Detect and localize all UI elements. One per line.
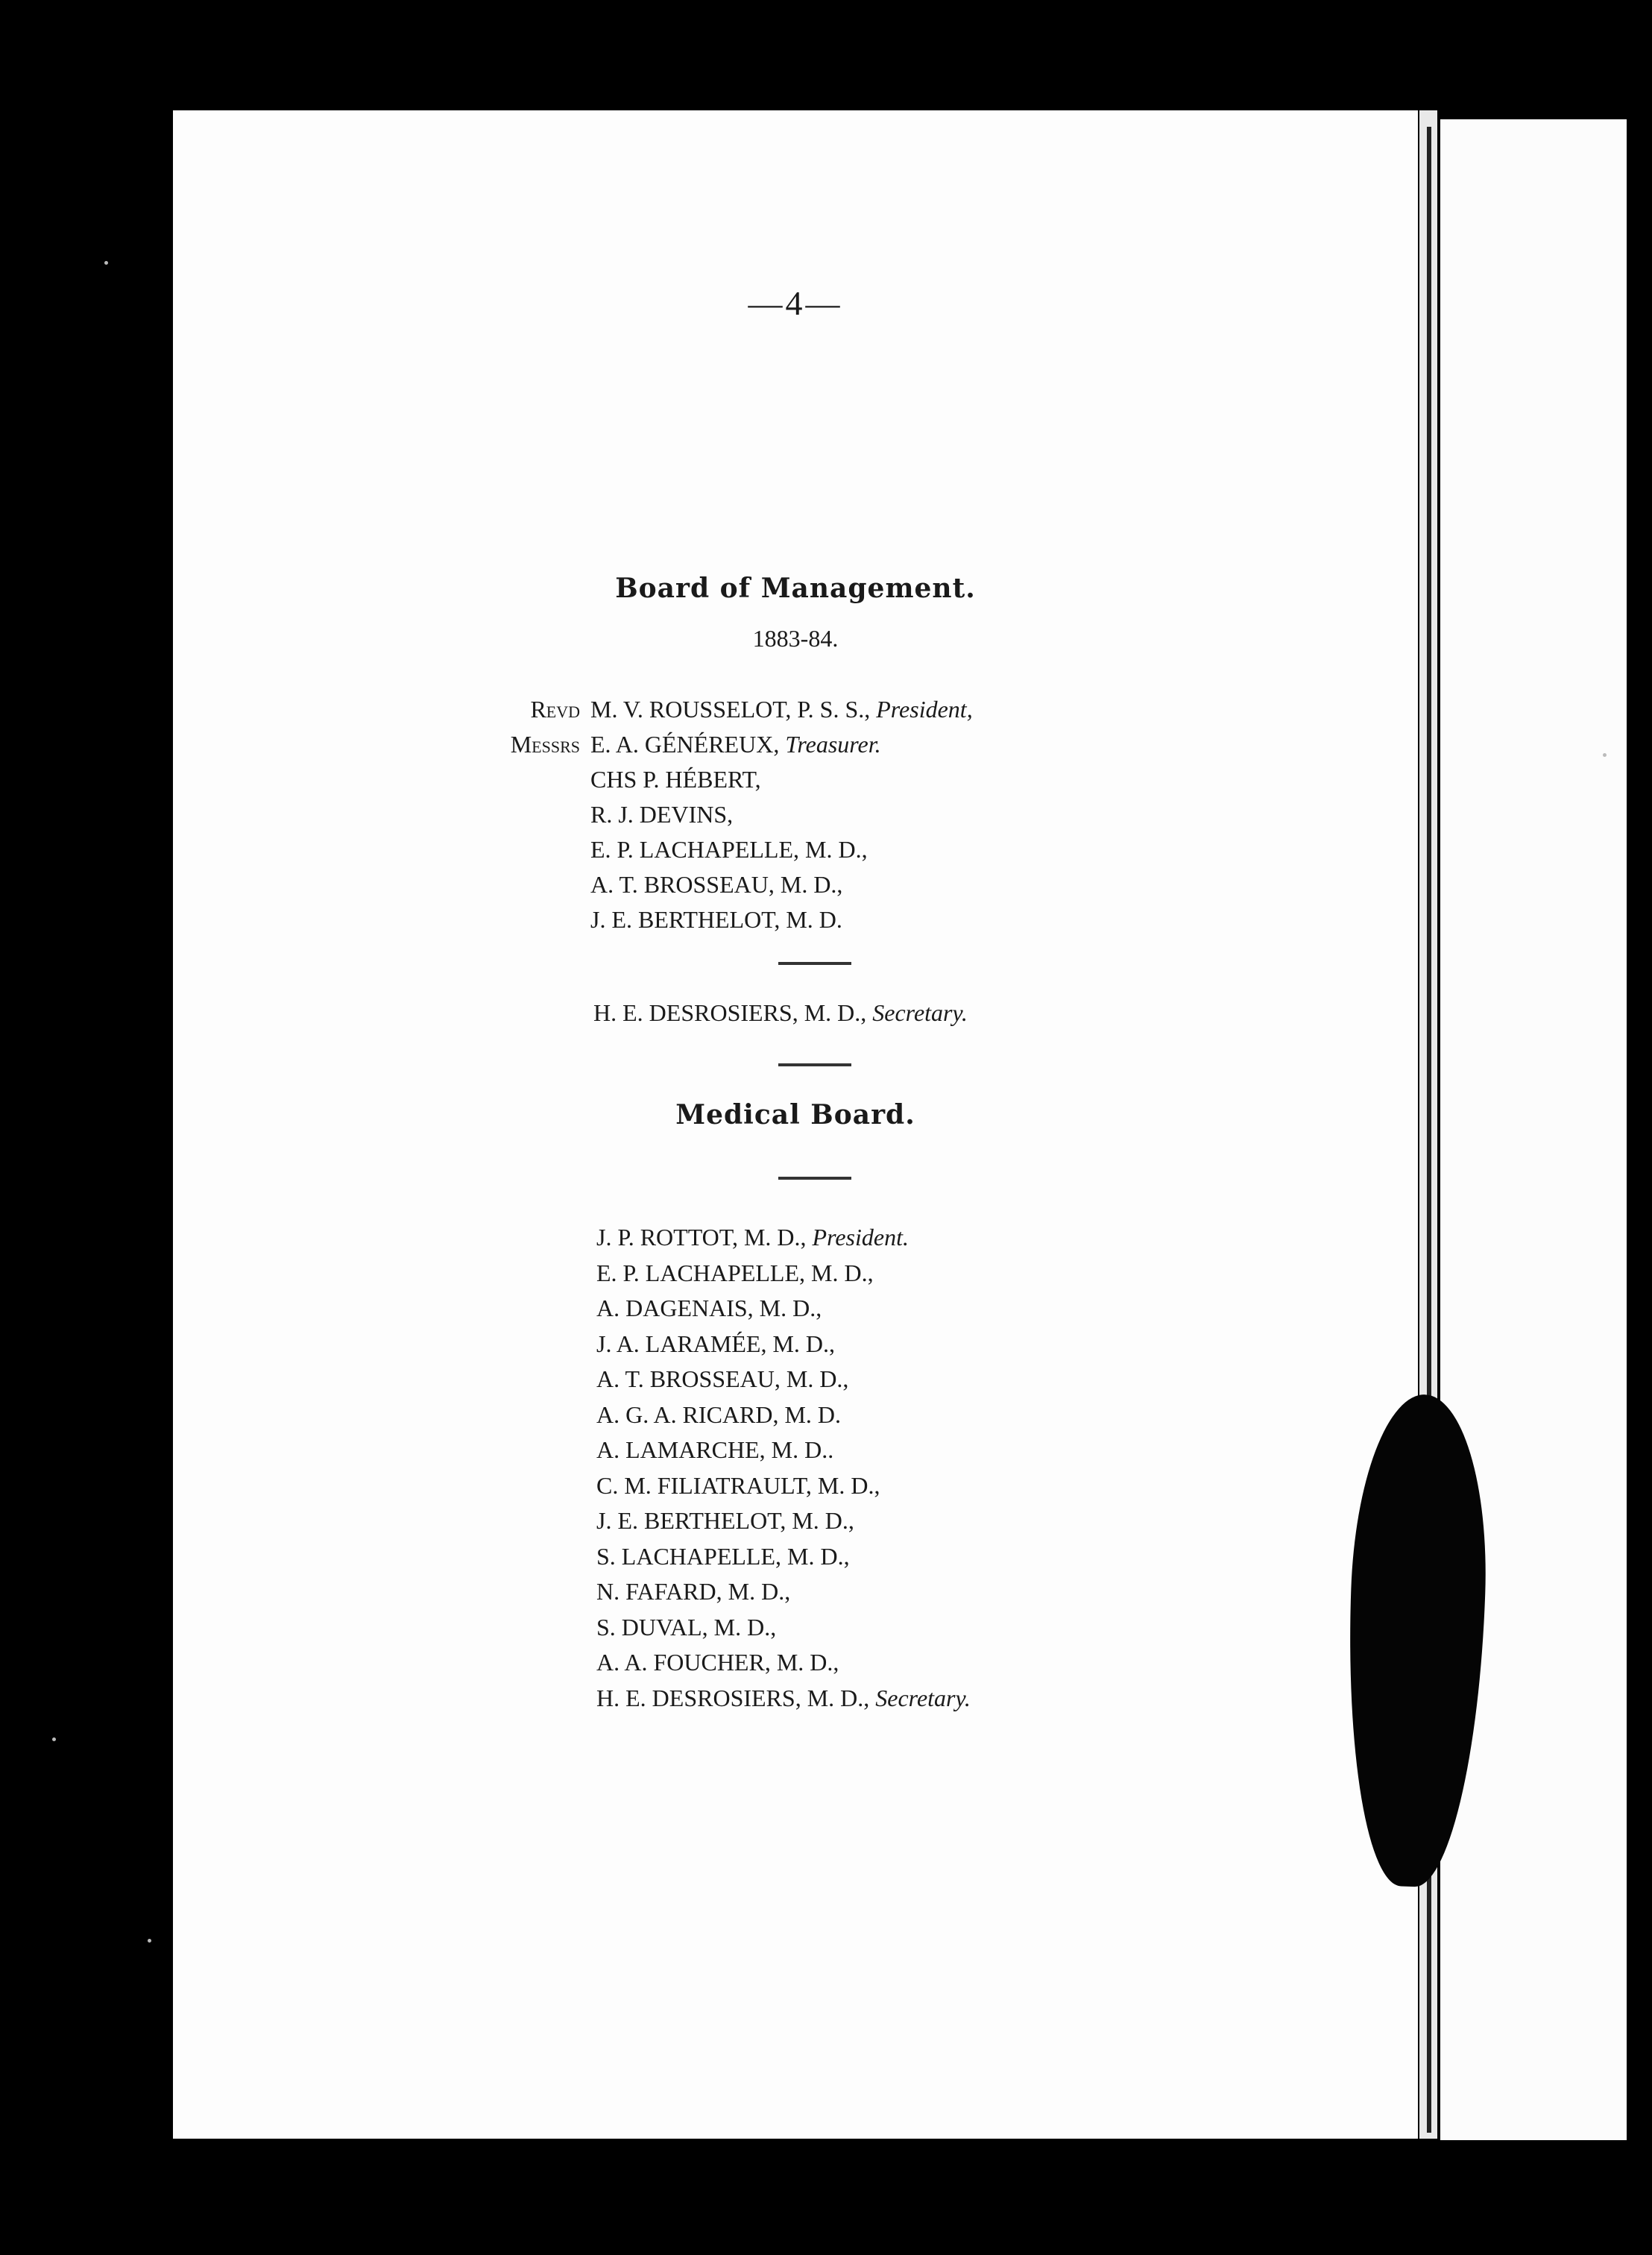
management-member-list [510, 692, 1336, 937]
medical-member [596, 1468, 1342, 1504]
member-name: J. A. LARAMÉE, M. D., [596, 1330, 836, 1357]
secretary-name: H. E. DESROSIERS, M. D., [593, 999, 873, 1026]
dust-speck [52, 1737, 56, 1741]
dust-speck [104, 261, 108, 265]
section-divider [778, 962, 851, 965]
facing-page-edge [1440, 119, 1627, 2140]
member-role: Treasurer. [785, 731, 881, 758]
secretary-role: Secretary. [872, 999, 968, 1026]
member-name: A. DAGENAIS, M. D., [596, 1295, 822, 1321]
member-name: S. LACHAPELLE, M. D., [596, 1542, 850, 1570]
medical-member [596, 1256, 1342, 1292]
member-name: J. E. BERTHELOT, M. D. [590, 906, 842, 933]
medical-member [596, 1291, 1342, 1327]
member-name: C. M. FILIATRAULT, M. D., [596, 1471, 880, 1499]
page-number: —4— [748, 284, 843, 322]
medical-member [596, 1397, 1342, 1433]
member-name: J. E. BERTHELOT, M. D., [596, 1507, 854, 1534]
medical-member [596, 1539, 1342, 1575]
member-name: A. T. BROSSEAU, M. D., [590, 871, 843, 898]
member-name: A. T. BROSSEAU, M. D., [596, 1365, 849, 1392]
member-prefix: Messrs [510, 731, 580, 758]
section-divider [778, 1177, 851, 1180]
management-member [590, 867, 1336, 902]
member-name: A. G. A. RICARD, M. D. [596, 1400, 842, 1428]
member-role: President. [812, 1224, 909, 1251]
member-name: E. P. LACHAPELLE, M. D., [590, 836, 868, 863]
medical-member [596, 1574, 1342, 1610]
medical-member [596, 1645, 1342, 1681]
medical-member [596, 1610, 1342, 1646]
member-name: E. P. LACHAPELLE, M. D., [596, 1259, 874, 1286]
member-role: President, [876, 696, 973, 723]
management-member [510, 727, 1336, 762]
medical-member [596, 1362, 1342, 1397]
member-name: A. A. FOUCHER, M. D., [596, 1649, 839, 1676]
member-name: S. DUVAL, M. D., [596, 1613, 777, 1641]
management-member [530, 692, 1336, 727]
medical-member [596, 1327, 1342, 1362]
medical-member [596, 1432, 1342, 1468]
member-name: R. J. DEVINS, [590, 801, 734, 828]
management-secretary [593, 999, 968, 1027]
member-name: M. V. ROUSSELOT, P. S. S., [590, 696, 877, 723]
medical-member [596, 1681, 1342, 1717]
section-divider [778, 1063, 851, 1066]
member-prefix: Revd [530, 696, 580, 723]
member-name: J. P. ROTTOT, M. D., [596, 1224, 813, 1251]
management-member [590, 832, 1336, 867]
member-name: E. A. GÉNÉREUX, [590, 731, 786, 758]
member-name: CHS P. HÉBERT, [590, 766, 761, 793]
scanned-page [173, 110, 1418, 2139]
dust-speck [148, 1939, 151, 1943]
member-role: Secretary. [875, 1684, 971, 1711]
management-member [590, 902, 1336, 937]
medical-board-heading: Medical Board. [675, 1099, 915, 1130]
dust-speck [1603, 753, 1607, 757]
board-year: 1883-84. [752, 625, 839, 652]
medical-member-list [596, 1220, 1342, 1716]
member-name: N. FAFARD, M. D., [596, 1578, 791, 1605]
medical-member [596, 1220, 1342, 1256]
board-of-management-heading: Board of Management. [615, 573, 976, 604]
management-member [590, 762, 1336, 797]
member-name: A. LAMARCHE, M. D.. [596, 1436, 834, 1463]
medical-member [596, 1503, 1342, 1539]
member-name: H. E. DESROSIERS, M. D., [596, 1684, 876, 1711]
management-member [590, 797, 1336, 832]
